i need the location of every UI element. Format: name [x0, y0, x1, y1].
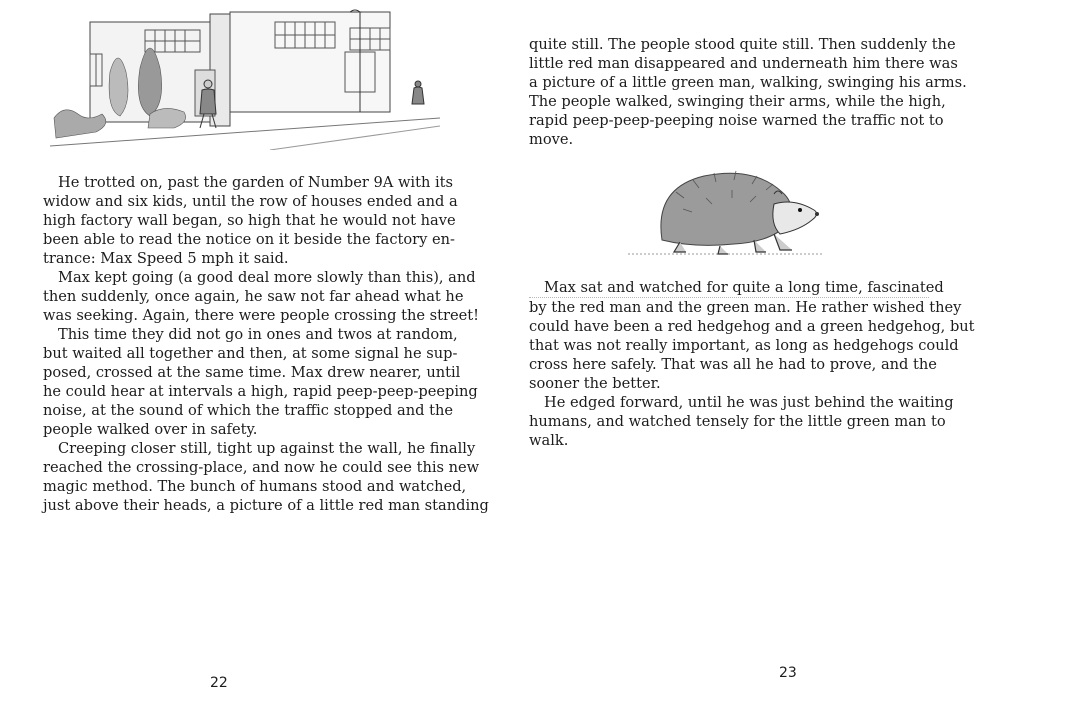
text-line: Max sat and watched for quite a long time, fascinated: [529, 278, 929, 298]
text-line: just above their heads, a picture of a little red man standing: [43, 497, 489, 514]
text-line: sooner the better.: [529, 375, 661, 392]
text-line: little red man disappeared and underneath him there was: [529, 55, 958, 72]
text-line: He trotted on, past the garden of Number 9A with its: [58, 174, 454, 191]
page-number: 23: [779, 665, 797, 681]
text-line: widow and six kids, until the row of houses ended and a: [43, 193, 458, 210]
right-page: [529, 0, 1092, 710]
text-line: but waited all together and then, at some signal he sup-: [43, 345, 458, 362]
text-line: trance: Max Speed 5 mph it said.: [43, 250, 289, 267]
text-line: posed, crossed at the same time. Max drew nearer, until: [43, 364, 461, 381]
text-line: people walked over in safety.: [43, 421, 258, 438]
paragraph: [43, 268, 479, 325]
paragraph: [529, 35, 967, 149]
paragraph: [43, 173, 458, 268]
text-line: move.: [529, 131, 574, 148]
text-line: was seeking. Again, there were people crossing the street!: [43, 307, 479, 324]
text-line: high factory wall began, so high that he would not have: [43, 212, 456, 229]
text-line: quite still. The people stood quite still. Then suddenly the: [529, 36, 956, 53]
text-line: walk.: [529, 432, 569, 449]
text-line: noise, at the sound of which the traffic stopped and the: [43, 402, 454, 419]
text-line: This time they did not go in ones and twos at random,: [58, 326, 458, 343]
text-line: then suddenly, once again, he saw not far ahead what he: [43, 288, 464, 305]
text-line: could have been a red hedgehog and a green hedgehog, but: [529, 318, 975, 335]
text-line: He edged forward, until he was just behind the waiting: [544, 394, 954, 411]
text-line: Max kept going (a good deal more slowly than this), and: [58, 269, 476, 286]
text-line: humans, and watched tensely for the little green man to: [529, 413, 946, 430]
text-line: magic method. The bunch of humans stood and watched,: [43, 478, 467, 495]
right-page-bottom-body: [529, 278, 975, 450]
left-page-body: [43, 173, 489, 515]
text-line: cross here safely. That was all he had to prove, and the: [529, 356, 937, 373]
paragraph: [43, 439, 489, 515]
page-number: 22: [210, 675, 228, 691]
text-line: The people walked, swinging their arms, while the high,: [529, 93, 946, 110]
text-line: a picture of a little green man, walking, swinging his arms.: [529, 74, 967, 91]
text-line: Creeping closer still, tight up against the wall, he finally: [58, 440, 476, 457]
hedgehog-illustration: [624, 168, 826, 260]
text-line: he could hear at intervals a high, rapid peep-peep-peeping: [43, 383, 478, 400]
paragraph: [529, 278, 975, 393]
text-line: by the red man and the green man. He rather wished they: [529, 299, 962, 316]
text-line: rapid peep-peep-peeping noise warned the traffic not to: [529, 112, 944, 129]
paragraph: [529, 393, 954, 450]
street-scene-illustration: [50, 8, 440, 150]
right-page-top-body: [529, 35, 967, 149]
text-line: been able to read the notice on it beside the factory en-: [43, 231, 455, 248]
text-line: that was not really important, as long as hedgehogs could: [529, 337, 959, 354]
text-line: reached the crossing-place, and now he could see this new: [43, 459, 480, 476]
paragraph: [43, 325, 478, 439]
